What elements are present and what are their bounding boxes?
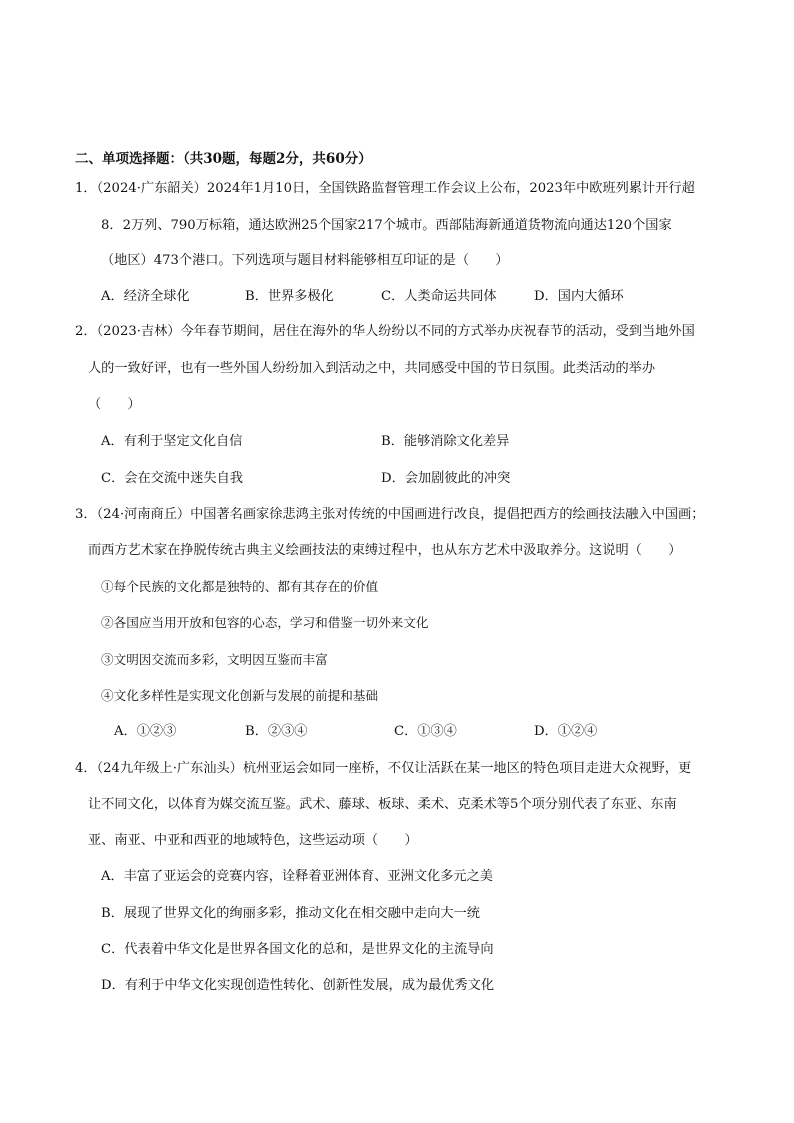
q2-option-d[interactable]: D．会加剧彼此的冲突 [381, 471, 511, 486]
q4-stem-line-2: 让不同文化，以体育为媒交流互鉴。武术、藤球、板球、柔术、克柔术等5个项分别代表了东亚、东南 [88, 797, 677, 812]
q2-option-a[interactable]: A．有利于坚定文化自信 [101, 434, 243, 449]
q1-stem-line-2: 8．2万列、790万标箱，通达欧洲25个国家217个城市。西部陆海新通道货物流向通达120个国家 [101, 218, 672, 233]
q3-option-a[interactable]: A．①②③ [114, 724, 177, 739]
q3-stem-line-1: 3．（24·河南商丘）中国著名画家徐悲鸿主张对传统的中国画进行改良，提倡把西方的绘画技法融入中国画； [75, 507, 705, 522]
q2-stem-line-2: 人的一致好评，也有一些外国人纷纷加入到活动之中，共同感受中国的节日氛围。此类活动的举办 [88, 361, 656, 376]
q1-stem-line-3: （地区）473个港口。下列选项与题目材料能够相互印证的是（ ） [101, 253, 509, 268]
q1-option-d[interactable]: D．国内大循环 [534, 289, 624, 304]
q4-option-b[interactable]: B．展现了世界文化的绚丽多彩，推动文化在相交融中走向大一统 [101, 906, 480, 921]
q3-stem-line-2: 而西方艺术家在挣脱传统古典主义绘画技法的束缚过程中，也从东方艺术中汲取养分。这说明（ ） [88, 543, 682, 558]
q1-stem-line-1: 1．（2024·广东韶关）2024年1月10日，全国铁路监督管理工作会议上公布，2023年中欧班列累计开行超 [75, 181, 695, 196]
q3-statement-4: ④文化多样性是实现文化创新与发展的前提和基础 [101, 688, 379, 703]
q4-stem-line-1: 4．（24九年级上·广东汕头）杭州亚运会如同一座桥，不仅让活跃在某一地区的特色项目走进大众视野，更 [75, 761, 692, 776]
q4-option-c[interactable]: C．代表着中华文化是世界各国文化的总和，是世界文化的主流导向 [101, 942, 494, 957]
q2-option-b[interactable]: B．能够消除文化差异 [381, 434, 510, 449]
q4-option-a[interactable]: A．丰富了亚运会的竞赛内容，诠释着亚洲体育、亚洲文化多元之美 [101, 869, 493, 884]
q1-option-c[interactable]: C．人类命运共同体 [381, 289, 497, 304]
q3-statement-3: ③文明因交流而多彩，文明因互鉴而丰富 [101, 652, 328, 667]
q1-option-a[interactable]: A．经济全球化 [101, 289, 190, 304]
q2-stem-line-1: 2．（2023·吉林）今年春节期间，居住在海外的华人纷纷以不同的方式举办庆祝春节的活动，受到当地外国 [75, 324, 695, 339]
q3-statement-1: ①每个民族的文化都是独特的、都有其存在的价值 [101, 579, 379, 594]
q2-option-c[interactable]: C．会在交流中迷失自我 [101, 471, 243, 486]
q4-option-d[interactable]: D．有利于中华文化实现创造性转化、创新性发展，成为最优秀文化 [101, 978, 495, 993]
q3-option-d[interactable]: D．①②④ [534, 724, 598, 739]
section-title: 二、单项选择题：（共30题，每题2分，共60分） [75, 151, 372, 167]
q4-stem-line-3: 亚、南亚、中亚和西亚的地域特色，这些运动项（ ） [88, 833, 418, 848]
q1-option-b[interactable]: B．世界多极化 [245, 289, 334, 304]
q3-option-c[interactable]: C．①③④ [394, 724, 457, 739]
q3-option-b[interactable]: B．②③④ [245, 724, 308, 739]
q2-stem-line-3: （ ） [88, 397, 141, 412]
q3-statement-2: ②各国应当用开放和包容的心态，学习和借鉴一切外来文化 [101, 615, 429, 630]
